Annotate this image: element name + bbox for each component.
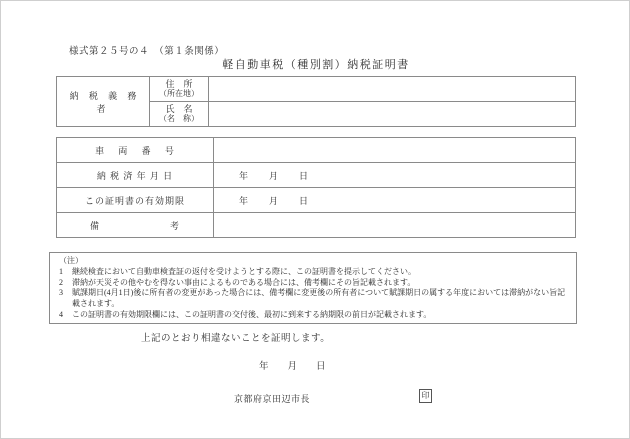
validity-period-row xyxy=(57,188,576,213)
note-number: 4 xyxy=(59,309,63,319)
form-number: 様式第２５号の４ （第１条関係） xyxy=(69,47,225,57)
note-number: 2 xyxy=(59,277,63,287)
vehicle-number-row xyxy=(57,138,576,163)
validity-period-label: この証明書の有効期限 xyxy=(57,188,214,213)
page-title: 軽自動車税（種別割）納税証明書 xyxy=(222,59,410,71)
note-item-3 xyxy=(59,288,570,310)
vehicle-number-label: 車 両 番 号 xyxy=(57,138,214,163)
vehicle-number-value-cell xyxy=(214,138,576,163)
note-number: 3 xyxy=(59,288,63,298)
tax-paid-date-row xyxy=(57,163,576,188)
note-item-2 xyxy=(59,278,570,289)
issuer-name: 京都府京田辺市長 xyxy=(234,394,311,404)
address-sublabel: （所在地） xyxy=(159,89,199,98)
issue-date-line: 年 月 日 xyxy=(259,362,326,372)
taxpayer-table xyxy=(56,76,576,127)
note-text: 滞納が天災その他やむを得ない事由によるものである場合には、備考欄にその旨記載されます。 xyxy=(72,277,416,287)
remarks-row xyxy=(57,213,576,238)
remarks-label: 備 考 xyxy=(57,213,214,238)
tax-paid-date-value-cell: 年 月 日 xyxy=(214,163,576,188)
validity-period-value-cell: 年 月 日 xyxy=(214,188,576,213)
address-value-cell xyxy=(209,77,576,102)
detail-table xyxy=(56,137,576,238)
remarks-value-cell xyxy=(214,213,576,238)
name-label: 氏 名 xyxy=(165,103,193,114)
name-value-cell xyxy=(209,102,576,127)
address-label: 住 所 xyxy=(165,78,193,89)
note-item-4 xyxy=(59,310,570,321)
note-text: この証明書の有効期限欄には、この証明書の交付後、最初に到来する納期限の前日が記載されます。 xyxy=(72,309,432,319)
table-row xyxy=(57,77,576,102)
note-text: 賦課期日(4月1日)後に所有者の変更があった場合には、備考欄に変更後の所有者について賦課期日の属する年度においては滞納がない旨記載されます。 xyxy=(72,288,566,309)
notes-box xyxy=(49,252,577,324)
note-text: 継続検査において自動車検査証の返付を受けようとする際に、この証明書を提示してください。 xyxy=(72,266,416,276)
certify-statement: 上記のとおり相違ないことを証明します。 xyxy=(141,334,331,344)
name-sublabel: （名 称） xyxy=(159,114,199,123)
address-label-cell xyxy=(150,77,209,102)
official-seal-box: 印 xyxy=(419,389,432,403)
name-label-cell xyxy=(150,102,209,127)
notes-heading: （注） xyxy=(59,256,83,265)
note-number: 1 xyxy=(59,266,63,276)
note-item-1 xyxy=(59,267,570,278)
tax-paid-date-label: 納 税 済 年 月 日 xyxy=(57,163,214,188)
taxpayer-header-cell: 納 税 義 務 者 xyxy=(57,77,150,127)
